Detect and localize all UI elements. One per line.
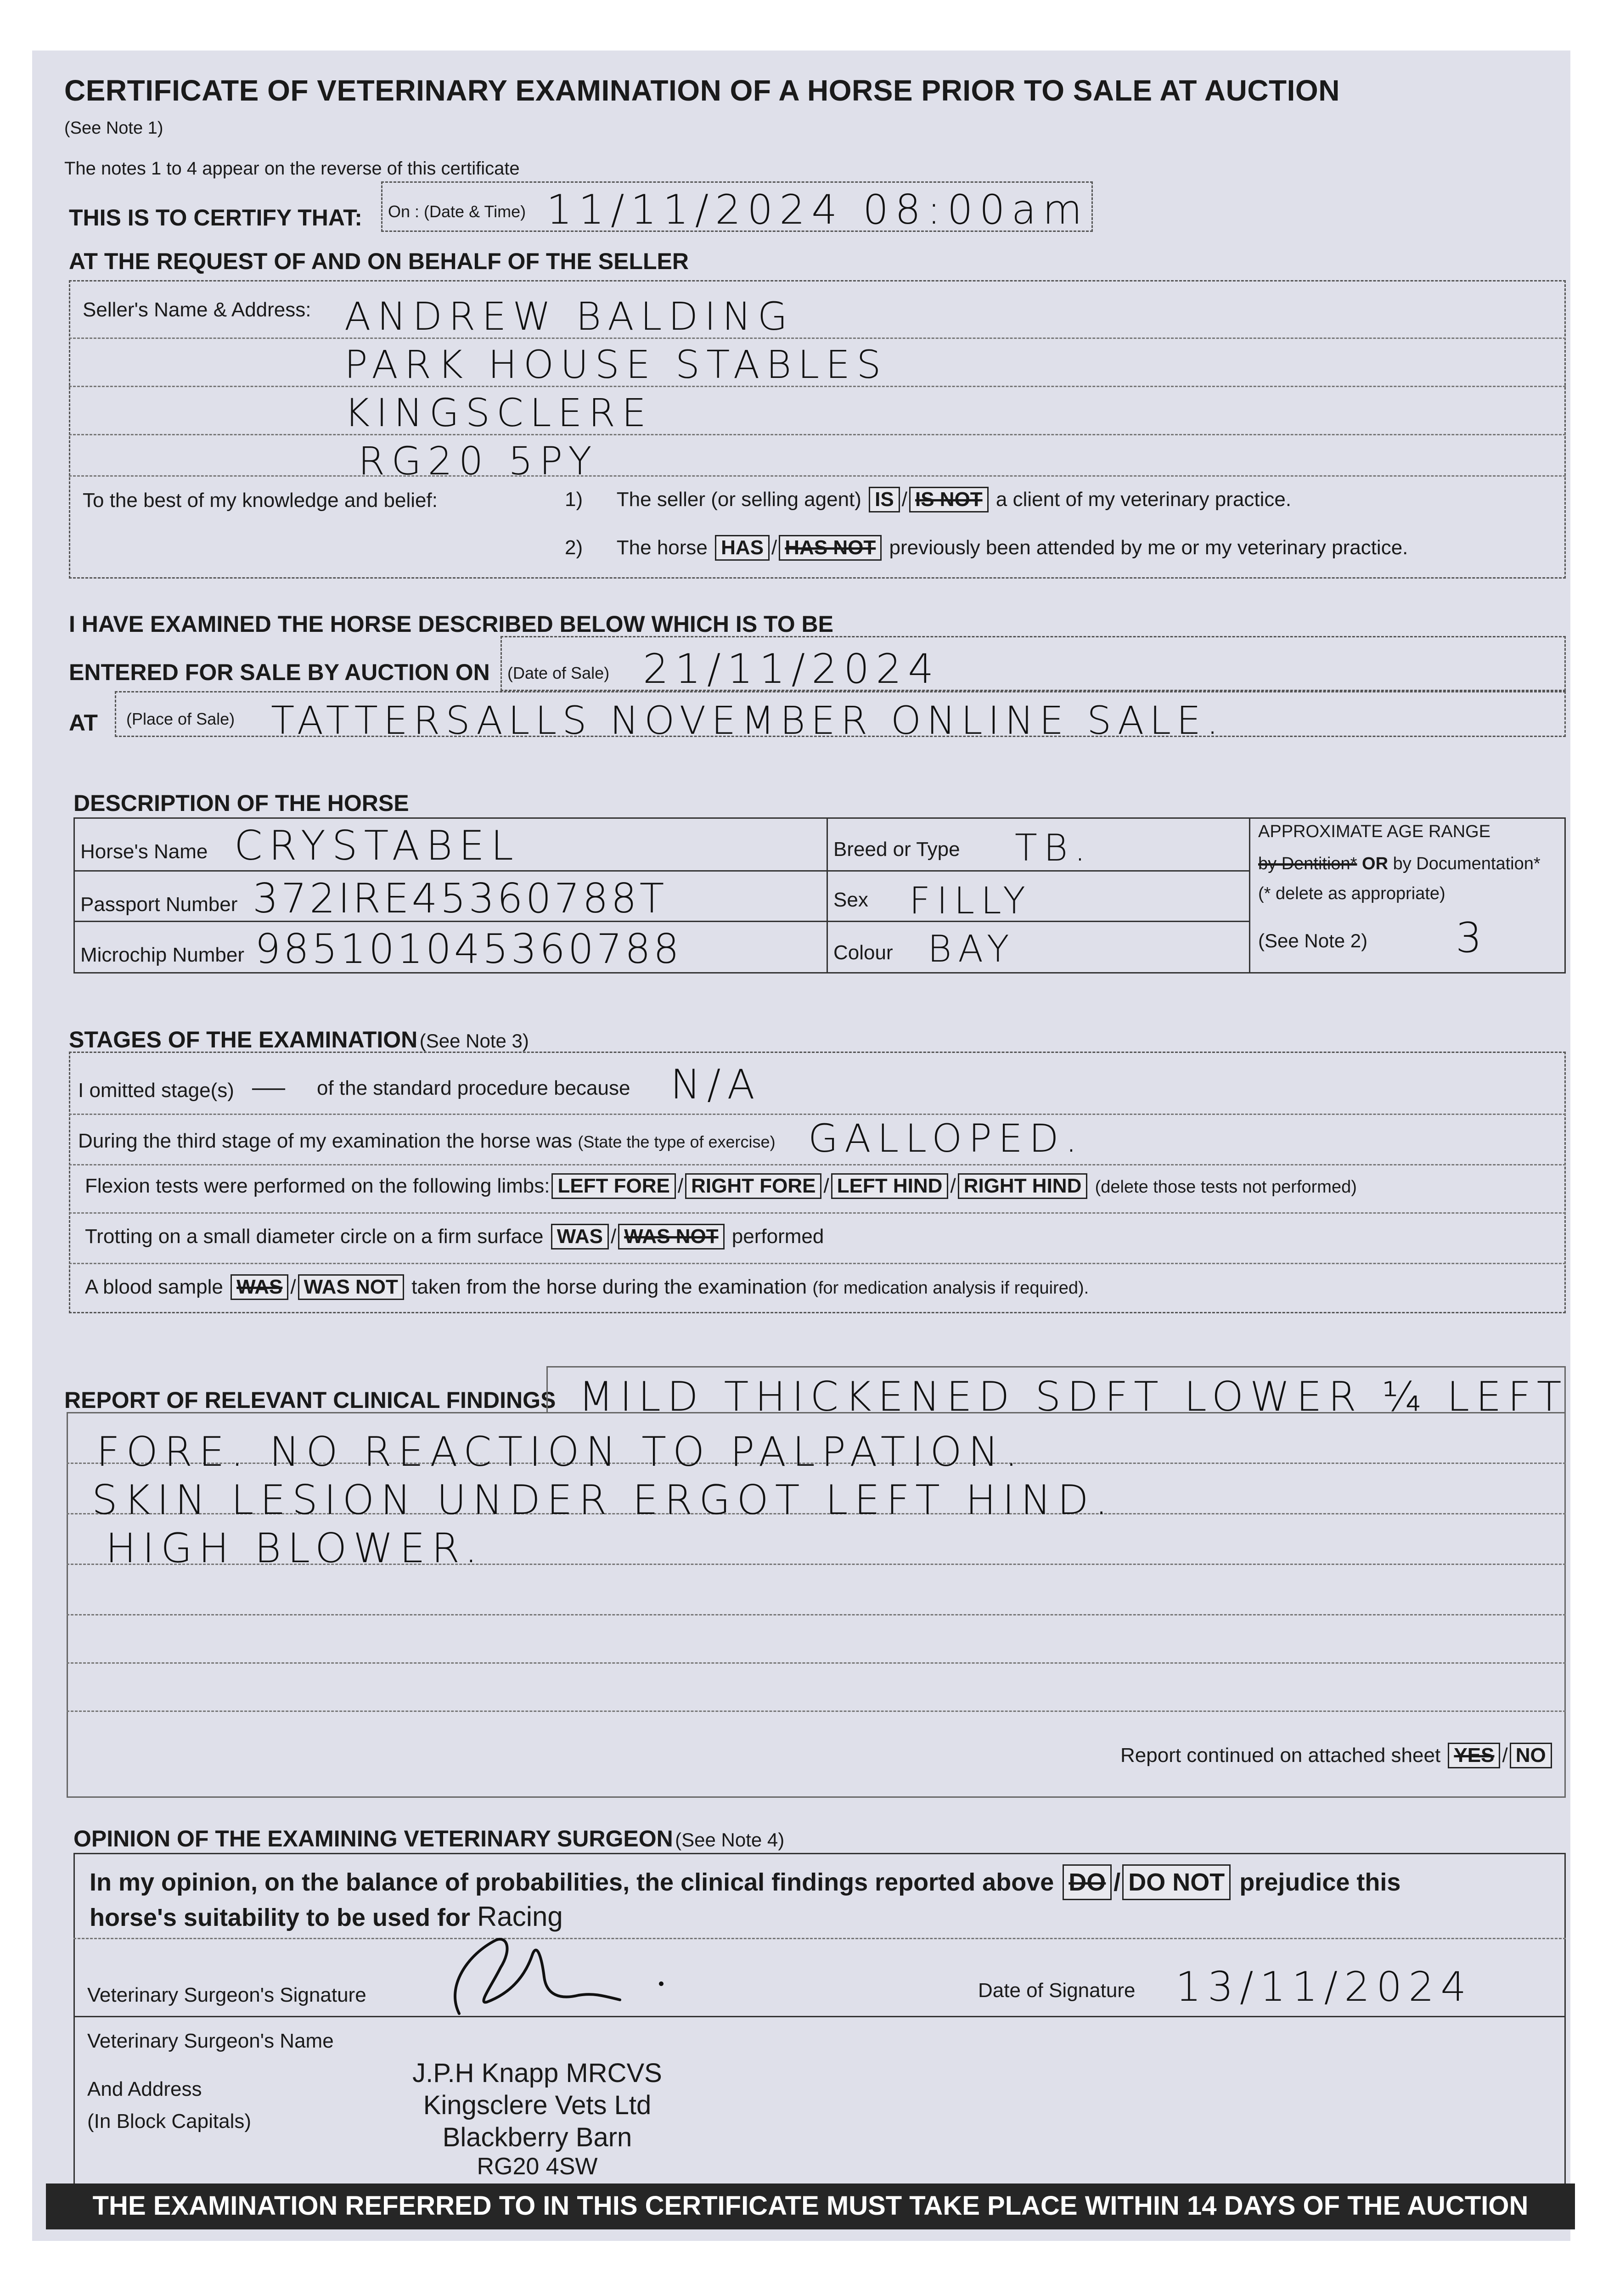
knowledge-label: To the best of my knowledge and belief: [83, 489, 438, 512]
flexion-right-fore[interactable]: RIGHT FORE [685, 1173, 821, 1199]
at-label: AT [69, 710, 98, 736]
footer-text: THE EXAMINATION REFERRED TO IN THIS CERTIFICATE MUST TAKE PLACE WITHIN 14 DAYS OF THE AUCTION [92, 2191, 1529, 2221]
sex-value[interactable]: FILLY [909, 879, 1032, 922]
has-option[interactable]: HAS [715, 535, 770, 561]
date-time-value[interactable]: 11/11/2024 08:00am [546, 186, 1089, 233]
item2-post: previously been attended by me or my veterinary practice. [889, 536, 1408, 559]
passport-label: Passport Number [80, 893, 238, 916]
colour-label: Colour [833, 941, 893, 964]
entered-label: ENTERED FOR SALE BY AUCTION ON [69, 659, 490, 685]
sex-label: Sex [833, 889, 868, 911]
has-not-option[interactable]: HAS NOT [779, 535, 882, 561]
opinion-use-value[interactable]: Racing [477, 1901, 563, 1932]
date-of-sale-label: (Date of Sale) [507, 664, 610, 682]
opinion-do-not[interactable]: DO NOT [1122, 1864, 1231, 1900]
trotting-row [85, 1224, 824, 1249]
vet-line-3[interactable]: Blackberry Barn [442, 2122, 632, 2152]
third-stage-note: (State the type of exercise) [578, 1132, 776, 1151]
blood-was-not[interactable]: WAS NOT [298, 1274, 404, 1300]
vet-block-caps-label: (In Block Capitals) [87, 2110, 252, 2133]
flexion-left-fore[interactable]: LEFT FORE [551, 1173, 675, 1199]
stages-note: (See Note 3) [419, 1030, 529, 1052]
vet-line-1[interactable]: J.P.H Knapp MRCVS [412, 2058, 662, 2088]
slash: / [823, 1175, 829, 1197]
seller-client-statement [565, 487, 1291, 512]
third-stage-label: During the third stage of my examination the horse was [78, 1130, 573, 1152]
vet-line-4[interactable]: RG20 4SW [477, 2153, 598, 2180]
breed-value[interactable]: TB. [1015, 827, 1092, 869]
third-stage-value[interactable]: GALLOPED. [808, 1116, 1084, 1161]
blood-note: (for medication analysis if required). [812, 1278, 1089, 1298]
opinion-do[interactable]: DO [1063, 1864, 1112, 1900]
blood-label: A blood sample [85, 1276, 223, 1298]
continued-yes[interactable]: YES [1448, 1743, 1500, 1768]
opinion-header [73, 1825, 784, 1852]
finding-line-2[interactable]: FORE. NO REACTION TO PALPATION. [96, 1428, 1024, 1475]
slash: / [290, 1276, 296, 1298]
age-range-label: APPROXIMATE AGE RANGE [1258, 822, 1491, 841]
blood-was[interactable]: WAS [231, 1274, 288, 1300]
age-see-note: (See Note 2) [1258, 930, 1368, 951]
horse-attended-statement [565, 535, 1408, 561]
continued-row [1120, 1743, 1554, 1768]
age-delete-note: (* delete as appropriate) [1258, 884, 1445, 903]
finding-line-4[interactable]: HIGH BLOWER. [106, 1525, 484, 1572]
finding-line-3[interactable]: SKIN LESION UNDER ERGOT LEFT HIND. [92, 1476, 1114, 1524]
slash: / [901, 488, 907, 511]
stages-header [69, 1026, 529, 1053]
seller-box [69, 280, 1566, 579]
slash: / [771, 536, 777, 559]
place-of-sale-value[interactable]: TATTERSALLS NOVEMBER ONLINE SALE. [271, 698, 1224, 743]
continued-label: Report continued on attached sheet [1120, 1744, 1441, 1767]
opinion-title: OPINION OF THE EXAMINING VETERINARY SURGEON [73, 1826, 673, 1851]
age-documentation: by Documentation* [1393, 854, 1541, 873]
trotting-was[interactable]: WAS [551, 1224, 609, 1249]
continued-no[interactable]: NO [1510, 1743, 1552, 1768]
item1-post: a client of my veterinary practice. [995, 488, 1292, 511]
item2-pre: The horse [616, 536, 708, 559]
opinion-text [90, 1864, 1559, 1934]
flexion-note: (delete those tests not performed) [1095, 1177, 1357, 1197]
trotting-post: performed [731, 1225, 824, 1248]
vet-name-label: Veterinary Surgeon's Name [87, 2030, 334, 2052]
opinion-note: (See Note 4) [675, 1829, 785, 1851]
stages-title: STAGES OF THE EXAMINATION [69, 1027, 418, 1052]
flexion-label: Flexion tests were performed on the following limbs: [85, 1175, 550, 1197]
flexion-right-hind[interactable]: RIGHT HIND [958, 1173, 1088, 1199]
colour-value[interactable]: BAY [928, 928, 1016, 970]
seller-line-4[interactable]: RG20 5PY [358, 439, 598, 484]
seller-line-2[interactable]: PARK HOUSE STABLES [344, 342, 888, 387]
date-signature-label: Date of Signature [978, 1979, 1136, 2002]
omitted-value[interactable]: — [250, 1065, 293, 1108]
see-note-1: (See Note 1) [64, 118, 163, 138]
age-or: OR [1362, 854, 1389, 873]
is-not-option[interactable]: IS NOT [909, 487, 989, 512]
is-option[interactable]: IS [869, 487, 900, 512]
request-label: AT THE REQUEST OF AND ON BEHALF OF THE SELLER [69, 248, 689, 274]
slash: / [610, 1225, 617, 1248]
certify-label: THIS IS TO CERTIFY THAT: [69, 205, 362, 231]
microchip-value[interactable]: 985101045360788 [255, 925, 682, 973]
horse-name-value[interactable]: CRYSTABEL [234, 822, 520, 869]
notes-reverse: The notes 1 to 4 appear on the reverse of this certificate [64, 158, 520, 179]
seller-line-1[interactable]: ANDREW BALDING [344, 294, 794, 339]
vet-address-block [386, 2057, 689, 2179]
opinion-text-pre: In my opinion, on the balance of probabilities, the clinical findings reported above [90, 1868, 1054, 1896]
trotting-label: Trotting on a small diameter circle on a firm surface [85, 1225, 544, 1248]
third-stage-row [78, 1130, 776, 1153]
age-method [1258, 854, 1541, 874]
date-time-label: On : (Date & Time) [388, 202, 526, 221]
findings-header: REPORT OF RELEVANT CLINICAL FINDINGS [64, 1387, 556, 1413]
omitted-reason[interactable]: N/A [670, 1061, 761, 1108]
passport-value[interactable]: 372IRE45360788T [253, 875, 667, 922]
signature-mark[interactable] [427, 1926, 666, 2027]
signature-label: Veterinary Surgeon's Signature [87, 1984, 366, 2006]
opinion-text-post: prejudice this [1239, 1868, 1401, 1896]
item2-num: 2) [565, 536, 583, 559]
opinion-text-line2: horse's suitability to be used for [90, 1904, 470, 1931]
examined-label: I HAVE EXAMINED THE HORSE DESCRIBED BELOW WHICH IS TO BE [69, 611, 833, 637]
flexion-row [85, 1173, 1357, 1199]
item1-num: 1) [565, 488, 583, 511]
age-dentition: by Dentition* [1258, 854, 1357, 873]
omitted-label: I omitted stage(s) [78, 1079, 234, 1102]
trotting-was-not[interactable]: WAS NOT [618, 1224, 724, 1249]
slash: / [950, 1175, 956, 1197]
blood-post: taken from the horse during the examination [411, 1276, 807, 1298]
horse-name-label: Horse's Name [80, 840, 208, 863]
item1-pre: The seller (or selling agent) [616, 488, 861, 511]
date-of-sale-value[interactable]: 21/11/2024 [643, 645, 940, 692]
certificate-title: CERTIFICATE OF VETERINARY EXAMINATION OF A HORSE PRIOR TO SALE AT AUCTION [64, 74, 1340, 107]
description-header: DESCRIPTION OF THE HORSE [73, 790, 409, 816]
slash: / [677, 1175, 684, 1197]
place-of-sale-label: (Place of Sale) [126, 709, 235, 728]
breed-label: Breed or Type [833, 838, 960, 861]
vet-line-2[interactable]: Kingsclere Vets Ltd [423, 2090, 652, 2120]
seller-label: Seller's Name & Address: [83, 298, 311, 321]
flexion-left-hind[interactable]: LEFT HIND [831, 1173, 949, 1199]
finding-line-1[interactable]: MILD THICKENED SDFT LOWER ¼ LEFT [579, 1373, 1568, 1420]
date-signature-value[interactable]: 13/11/2024 [1175, 1963, 1473, 2010]
age-value[interactable]: 3 [1456, 914, 1489, 962]
slash: / [1113, 1868, 1121, 1896]
slash: / [1502, 1744, 1508, 1767]
omitted-because: of the standard procedure because [317, 1077, 630, 1099]
blood-row [85, 1274, 1089, 1300]
microchip-label: Microchip Number [80, 944, 244, 966]
seller-line-3[interactable]: KINGSCLERE [344, 390, 653, 435]
vet-address-label: And Address [87, 2078, 202, 2100]
